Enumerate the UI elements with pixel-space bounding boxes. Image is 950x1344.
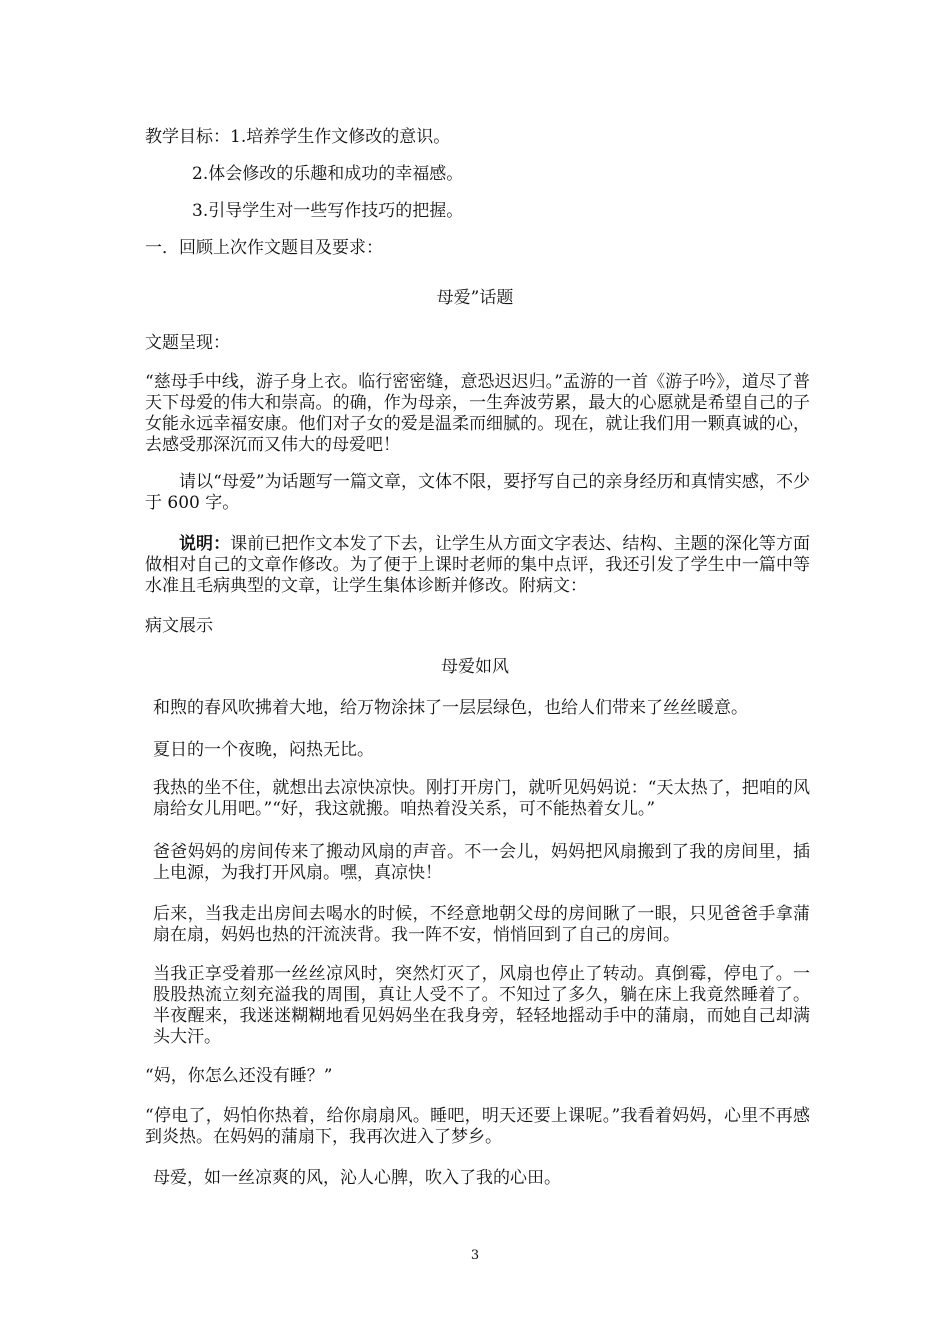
- essay-paragraph: 母爱，如一丝凉爽的风，沁人心脾，吹入了我的心田。: [153, 1168, 561, 1188]
- requirement-paragraph: 请以“母爱”为话题写一篇文章，文体不限，要抒写自己的亲身经历和真情实感，不少于 600 字。: [145, 472, 810, 513]
- page-number: 3: [470, 1248, 480, 1263]
- note-paragraph: [145, 534, 810, 597]
- goals-line-1: [145, 126, 450, 148]
- goal-item-2: 2.体会修改的乐趣和成功的幸福感。: [192, 164, 464, 184]
- goal-item-1: 1.培养学生作文修改的意识。: [230, 127, 451, 147]
- essay-paragraph: 爸爸妈妈的房间传来了搬动风扇的声音。不一会儿，妈妈把风扇搬到了我的房间里，插上电源，为我打开风扇。嘿，真凉快！: [153, 842, 810, 883]
- essay-paragraph: 我热的坐不住，就想出去凉快凉快。刚打开房门，就听见妈妈说：“天太热了，把咱的风扇给女儿用吧。”“好，我这就搬。咱热着没关系，可不能热着女儿。”: [153, 778, 810, 819]
- note-label: 说明：: [179, 534, 231, 554]
- essay-paragraph: “停电了，妈怕你热着，给你扇扇风。睡吧，明天还要上课呢。”我看着妈妈，心里不再感到炎热。在妈妈的蒲扇下，我再次进入了梦乡。: [145, 1106, 810, 1147]
- prompt-paragraph: “慈母手中线，游子身上衣。临行密密缝，意恐迟迟归。”孟游的一首《游子吟》，道尽了普天下母爱的伟大和崇高。的确，作为母亲，一生奔波劳累，最大的心愿就是希望自己的子女能永远幸福安康。他们对子女的爱是温柔而细腻的。现在，就让我们用一颗真诚的心，去感受那深沉而又伟大的母爱吧！: [145, 372, 810, 455]
- essay-paragraph: 后来，当我走出房间去喝水的时候，不经意地朝父母的房间瞅了一眼，只见爸爸手拿蒲扇在扇，妈妈也热的汗流浃背。我一阵不安，悄悄回到了自己的房间。: [153, 904, 810, 945]
- prompt-label: 文题呈现：: [145, 333, 230, 353]
- topic-title: 母爱”话题: [436, 288, 514, 308]
- essay-paragraph: 和煦的春风吹拂着大地，给万物涂抹了一层层绿色，也给人们带来了丝丝暖意。: [153, 698, 748, 718]
- sample-label: 病文展示: [145, 616, 213, 636]
- essay-paragraph: 当我正享受着那一丝丝凉风时，突然灯灭了，风扇也停止了转动。真倒霉，停电了。一股股热流立刻充溢我的周围，真让人受不了。不知过了多久，躺在床上我竟然睡着了。半夜醒来，我迷迷糊糊地看见妈妈坐在我身旁，轻轻地摇动手中的蒲扇，而她自己却满头大汗。: [153, 964, 810, 1047]
- essay-title: 母爱如风: [441, 657, 509, 677]
- note-text: 课前已把作文本发了下去，让学生从方面文字表达、结构、主题的深化等方面做相对自己的文章作修改。为了便于上课时老师的集中点评，我还引发了学生中一篇中等水准且毛病典型的文章，让学生集体诊断并修改。附病文：: [145, 534, 811, 596]
- essay-paragraph: 夏日的一个夜晚，闷热无比。: [153, 740, 374, 760]
- section-heading: 一．回顾上次作文题目及要求：: [145, 238, 383, 258]
- goals-label: 教学目标：: [145, 127, 230, 147]
- goal-item-3: 3.引导学生对一些写作技巧的把握。: [192, 201, 464, 221]
- essay-paragraph: “妈，你怎么还没有睡？”: [145, 1066, 333, 1086]
